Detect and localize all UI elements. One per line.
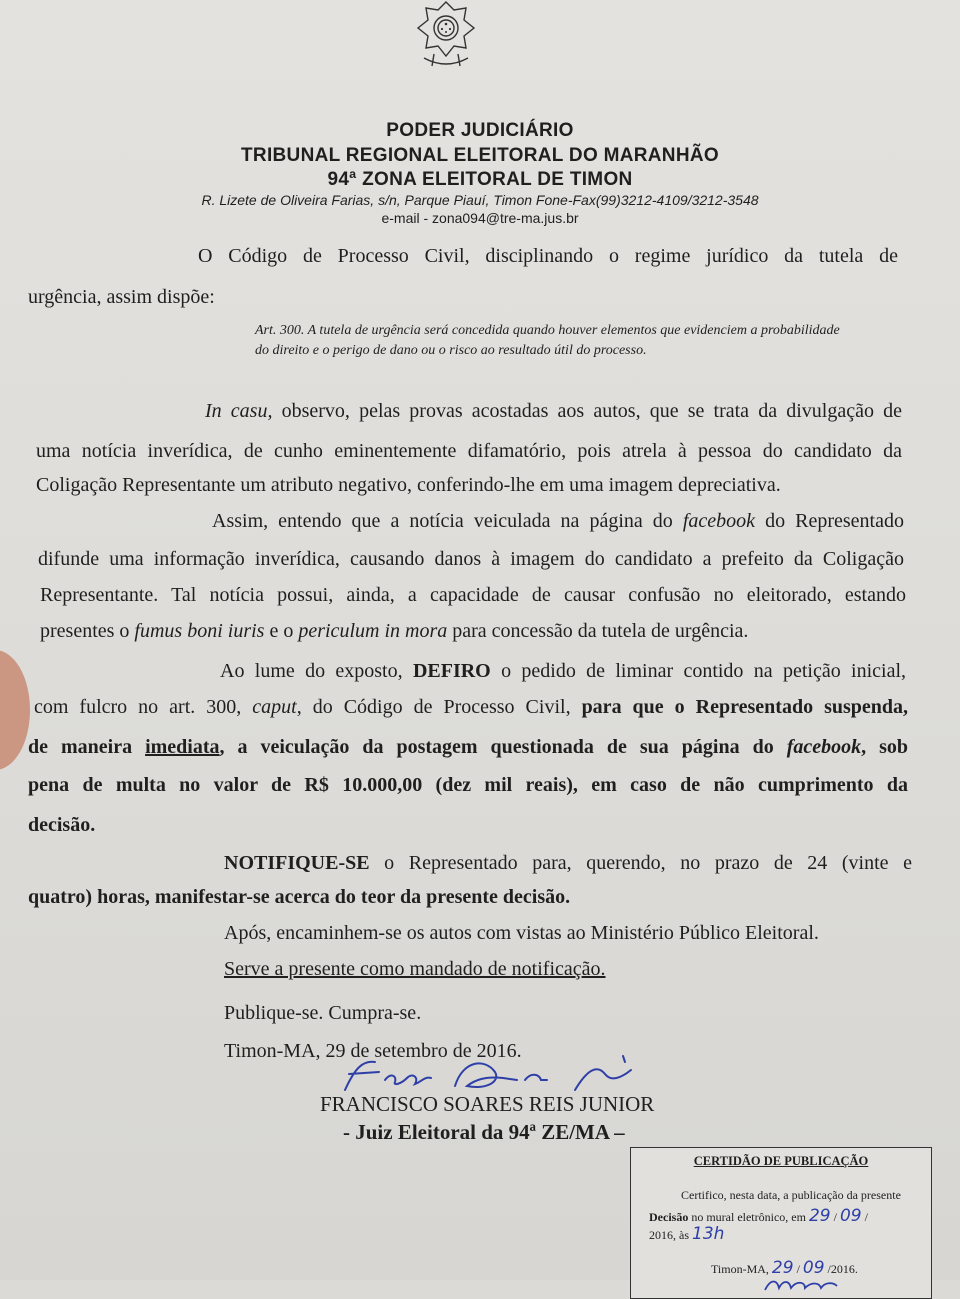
certificate-date-month: 09 (802, 1258, 825, 1278)
national-coat-of-arms-icon (404, 0, 488, 70)
p3-line-4b: e o (264, 620, 299, 642)
p4-line-1 (220, 660, 906, 683)
closing-line-2: Serve a presente como mandado de notificação. (224, 958, 606, 980)
p4-line-2-bold: para que o Representado suspenda, (581, 696, 909, 718)
certificate-date-day: 29 (771, 1258, 794, 1278)
certificate-title: CERTIDÃO DE PUBLICAÇÃO (693, 1154, 869, 1168)
p4-line-1a: Ao lume do exposto, (220, 660, 413, 682)
p4-line-3a: de maneira (28, 736, 146, 758)
p3-line-3: Representante. Tal notícia possui, ainda, a capacidade de causar confusão no eleitorado, estando (40, 584, 906, 606)
p2-line-2: uma notícia inverídica, de cunho eminentemente difamatório, pois atrela à pessoa do candidato da (36, 440, 902, 462)
p5-line-2: quatro) horas, manifestar-se acerca do teor da presente decisão. (28, 886, 571, 908)
closing-line-1: Após, encaminhem-se os autos com vistas ao Ministério Público Eleitoral. (224, 922, 819, 944)
in-casu-text: In casu, (205, 400, 273, 422)
certificate-line-2-end: / (861, 1210, 868, 1224)
certificate-month: 09 (839, 1206, 862, 1226)
certificate-line-3 (649, 1224, 724, 1244)
fumus-text: fumus boni iuris (134, 620, 265, 642)
quote-line-2: do direito e o perigo de dano ou o risco ao resultado útil do processo. (255, 343, 647, 358)
p3-line-4c: para concessão da tutela de urgência. (447, 620, 749, 642)
header-tribunal: TRIBUNAL REGIONAL ELEITORAL DO MARANHÃO (241, 145, 719, 166)
certificate-line-4a: Timon-MA, (711, 1262, 772, 1276)
certificate-decisao: Decisão (649, 1210, 689, 1224)
p4-line-5: decisão. (28, 814, 96, 836)
certificate-line-2b: no mural eletrônico, em (688, 1210, 809, 1224)
certificate-line-1: Certifico, nesta data, a publicação da presente (681, 1188, 901, 1202)
caput-text: caput (252, 696, 297, 718)
p5-line-1 (224, 852, 912, 875)
header-zone: 94ª ZONA ELEITORAL DE TIMON (327, 169, 633, 190)
p4-line-1c: o pedido de liminar contido na petição inicial, (490, 660, 906, 682)
publication-certificate (630, 1147, 932, 1299)
p4-line-2b: , do Código de Processo Civil, (296, 696, 582, 718)
certificate-line-3a: 2016, às (649, 1228, 692, 1242)
certificate-day: 29 (808, 1206, 831, 1226)
p2-line-3: Coligação Representante um atributo negativo, conferindo-lhe em uma imagem depreciativa. (36, 474, 781, 496)
p1-line-2: urgência, assim dispõe: (28, 286, 215, 308)
certificate-date-sep: / (793, 1262, 803, 1276)
p3-line-1 (212, 510, 904, 533)
p3-line-4a: presentes o (40, 620, 135, 642)
p3-line-1b: do Representado (755, 510, 904, 532)
header-judiciary: PODER JUDICIÁRIO (386, 120, 574, 141)
p1-line-1: O Código de Processo Civil, disciplinando o regime jurídico da tutela de (198, 245, 898, 267)
certificate-time: 13h (692, 1224, 725, 1244)
header-email: e-mail - zona094@tre-ma.jus.br (381, 210, 579, 226)
periculum-text: periculum in mora (298, 620, 448, 642)
p4-line-3b: , a veiculação da postagem questionada de sua página do (219, 736, 787, 758)
facebook-text: facebook (682, 510, 756, 532)
p3-line-4 (40, 620, 748, 643)
certificate-initials-signature (761, 1276, 841, 1294)
p4-line-2 (34, 696, 908, 719)
header-address: R. Lizete de Oliveira Farias, s/n, Parque Piauí, Timon Fone-Fax(99)3212-4109/3212-3548 (201, 192, 759, 208)
judge-role: - Juiz Eleitoral da 94ª ZE/MA – (343, 1120, 625, 1144)
p2-line-1-text: observo, pelas provas acostadas aos autos, que se trata da divulgação de (272, 400, 902, 422)
certificate-sep: / (830, 1210, 840, 1224)
certificate-line-4-end: /2016. (824, 1262, 858, 1276)
defiro-text: DEFIRO (412, 660, 491, 682)
p4-line-2a: com fulcro no art. 300, (34, 696, 253, 718)
finger-edge (0, 650, 30, 770)
p3-line-2: difunde uma informação inverídica, causando danos à imagem do candidato a prefeito da Coligação (38, 548, 904, 570)
date-line: Timon-MA, 29 de setembro de 2016. (224, 1040, 522, 1062)
imediata-text: imediata (145, 736, 220, 758)
notifique-text: NOTIFIQUE-SE (224, 852, 370, 874)
p5-line-1-text: o Representado para, querendo, no prazo de 24 (vinte e (369, 852, 912, 874)
facebook-bold-text: facebook (786, 736, 862, 758)
closing-line-3: Publique-se. Cumpra-se. (224, 1002, 422, 1024)
p4-line-4: pena de multa no valor de R$ 10.000,00 (dez mil reais), em caso de não cumprimento da (28, 774, 908, 796)
judge-name: FRANCISCO SOARES REIS JUNIOR (320, 1092, 655, 1116)
certificate-line-2 (649, 1206, 868, 1226)
certificate-line-4 (711, 1258, 858, 1278)
p3-line-1a: Assim, entendo que a notícia veiculada na página do (212, 510, 683, 532)
quote-line-1: Art. 300. A tutela de urgência será concedida quando houver elementos que evidenciem a probabilidade (255, 323, 840, 338)
p4-line-3 (28, 736, 908, 759)
p2-line-1 (205, 400, 902, 423)
p4-line-3c: , sob (861, 736, 909, 758)
